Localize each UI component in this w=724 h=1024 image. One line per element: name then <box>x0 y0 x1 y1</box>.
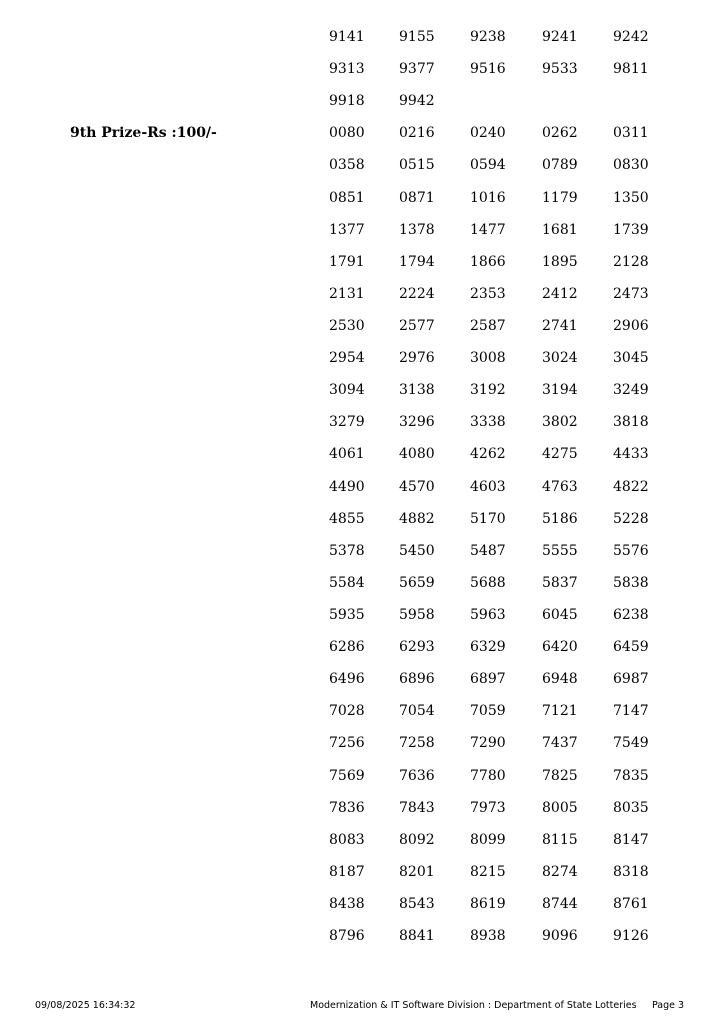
ticket-number: 3279 <box>329 414 365 431</box>
ticket-number: 8115 <box>542 831 578 848</box>
number-row <box>0 663 724 695</box>
ticket-number: 6238 <box>613 606 649 623</box>
ticket-number: 4882 <box>399 510 435 527</box>
ticket-number: 9377 <box>399 61 435 78</box>
ticket-number: 8092 <box>399 831 435 848</box>
ticket-number: 8099 <box>470 831 506 848</box>
prize-label: 9th Prize-Rs :100/- <box>70 125 217 142</box>
number-row <box>0 53 724 85</box>
ticket-number: 5963 <box>470 606 506 623</box>
number-row <box>0 214 724 246</box>
ticket-number: 7054 <box>399 703 435 720</box>
ticket-number: 2353 <box>470 285 506 302</box>
ticket-number: 2954 <box>329 350 365 367</box>
ticket-number: 6459 <box>613 639 649 656</box>
ticket-number: 5228 <box>613 510 649 527</box>
ticket-number: 6948 <box>542 671 578 688</box>
ticket-number: 4262 <box>470 446 506 463</box>
number-row <box>0 246 724 278</box>
ticket-number: 8619 <box>470 895 506 912</box>
ticket-number: 1179 <box>542 189 578 206</box>
ticket-number: 9155 <box>399 29 435 45</box>
number-row <box>0 310 724 342</box>
ticket-number: 1016 <box>470 189 506 206</box>
page-footer <box>0 998 724 1014</box>
ticket-number: 7121 <box>542 703 578 720</box>
footer-page-number: Page 3 <box>652 1000 685 1011</box>
ticket-number: 7780 <box>470 767 506 784</box>
ticket-number: 9141 <box>329 29 365 45</box>
number-row <box>0 920 724 952</box>
ticket-number: 3192 <box>470 382 506 399</box>
ticket-number: 0262 <box>542 125 578 142</box>
ticket-number: 2131 <box>329 285 365 302</box>
ticket-number: 4822 <box>613 478 649 495</box>
ticket-number: 6987 <box>613 671 649 688</box>
ticket-number: 1378 <box>399 221 435 238</box>
ticket-number: 2976 <box>399 350 435 367</box>
ticket-number: 2587 <box>470 317 506 334</box>
ticket-number: 2224 <box>399 285 435 302</box>
ticket-number: 8438 <box>329 895 365 912</box>
number-row <box>0 535 724 567</box>
number-row <box>0 760 724 792</box>
ticket-number: 6329 <box>470 639 506 656</box>
ticket-number: 7256 <box>329 735 365 752</box>
ticket-number: 6045 <box>542 606 578 623</box>
ticket-number: 9313 <box>329 61 365 78</box>
ticket-number: 1739 <box>613 221 649 238</box>
ticket-number: 2473 <box>613 285 649 302</box>
ticket-number: 2128 <box>613 253 649 270</box>
number-row <box>0 695 724 727</box>
ticket-number: 7825 <box>542 767 578 784</box>
ticket-number: 2530 <box>329 317 365 334</box>
ticket-number: 0594 <box>470 157 506 174</box>
ticket-number: 7843 <box>399 799 435 816</box>
ticket-number: 8543 <box>399 895 435 912</box>
ticket-number: 0216 <box>399 125 435 142</box>
ticket-number: 8215 <box>470 863 506 880</box>
ticket-number: 5186 <box>542 510 578 527</box>
ticket-number: 4855 <box>329 510 365 527</box>
ticket-number: 8201 <box>399 863 435 880</box>
ticket-number: 7835 <box>613 767 649 784</box>
ticket-number: 8744 <box>542 895 578 912</box>
ticket-number: 2741 <box>542 317 578 334</box>
prize-number-table <box>0 21 724 952</box>
ticket-number: 7636 <box>399 767 435 784</box>
ticket-number: 5576 <box>613 542 649 559</box>
footer-division: Modernization & IT Software Division : Department of State Lotteries <box>310 1000 637 1011</box>
ticket-number: 9811 <box>613 61 649 78</box>
ticket-number: 3194 <box>542 382 578 399</box>
ticket-number: 7569 <box>329 767 365 784</box>
number-row <box>0 727 724 759</box>
ticket-number: 8841 <box>399 928 435 945</box>
ticket-number: 9126 <box>613 928 649 945</box>
ticket-number: 8035 <box>613 799 649 816</box>
ticket-number: 0358 <box>329 157 365 174</box>
ticket-number: 5688 <box>470 574 506 591</box>
ticket-number: 1350 <box>613 189 649 206</box>
ticket-number: 1791 <box>329 253 365 270</box>
ticket-number: 9533 <box>542 61 578 78</box>
ticket-number: 9096 <box>542 928 578 945</box>
ticket-number: 0871 <box>399 189 435 206</box>
ticket-number: 4570 <box>399 478 435 495</box>
ticket-number: 0240 <box>470 125 506 142</box>
ticket-number: 7258 <box>399 735 435 752</box>
ticket-number: 6496 <box>329 671 365 688</box>
ticket-number: 2906 <box>613 317 649 334</box>
ticket-number: 4061 <box>329 446 365 463</box>
number-row <box>0 149 724 181</box>
ticket-number: 1477 <box>470 221 506 238</box>
ticket-number: 4490 <box>329 478 365 495</box>
number-row <box>0 21 724 53</box>
ticket-number: 8796 <box>329 928 365 945</box>
number-row <box>0 856 724 888</box>
ticket-number: 7549 <box>613 735 649 752</box>
ticket-number: 7028 <box>329 703 365 720</box>
ticket-number: 7147 <box>613 703 649 720</box>
ticket-number: 9242 <box>613 29 649 45</box>
ticket-number: 9238 <box>470 29 506 45</box>
ticket-number: 7059 <box>470 703 506 720</box>
ticket-number: 8083 <box>329 831 365 848</box>
number-row <box>0 406 724 438</box>
ticket-number: 0080 <box>329 125 365 142</box>
ticket-number: 5837 <box>542 574 578 591</box>
ticket-number: 2577 <box>399 317 435 334</box>
ticket-number: 0515 <box>399 157 435 174</box>
ticket-number: 6286 <box>329 639 365 656</box>
ticket-number: 3818 <box>613 414 649 431</box>
number-row <box>0 599 724 631</box>
footer-timestamp: 09/08/2025 16:34:32 <box>35 1000 136 1011</box>
ticket-number: 8938 <box>470 928 506 945</box>
ticket-number: 5170 <box>470 510 506 527</box>
ticket-number: 4763 <box>542 478 578 495</box>
ticket-number: 5958 <box>399 606 435 623</box>
ticket-number: 1377 <box>329 221 365 238</box>
number-row <box>0 567 724 599</box>
ticket-number: 5838 <box>613 574 649 591</box>
ticket-number: 8187 <box>329 863 365 880</box>
number-row <box>0 374 724 406</box>
ticket-number: 9516 <box>470 61 506 78</box>
ticket-number: 5555 <box>542 542 578 559</box>
ticket-number: 6897 <box>470 671 506 688</box>
ticket-number: 0851 <box>329 189 365 206</box>
ticket-number: 8274 <box>542 863 578 880</box>
ticket-number: 8318 <box>613 863 649 880</box>
number-row <box>0 631 724 663</box>
ticket-number: 0789 <box>542 157 578 174</box>
ticket-number: 9942 <box>399 93 435 110</box>
ticket-number: 6420 <box>542 639 578 656</box>
ticket-number: 1895 <box>542 253 578 270</box>
ticket-number: 8005 <box>542 799 578 816</box>
ticket-number: 3045 <box>613 350 649 367</box>
ticket-number: 3138 <box>399 382 435 399</box>
ticket-number: 4433 <box>613 446 649 463</box>
ticket-number: 5659 <box>399 574 435 591</box>
ticket-number: 3296 <box>399 414 435 431</box>
number-row <box>0 438 724 470</box>
number-row <box>0 278 724 310</box>
ticket-number: 3024 <box>542 350 578 367</box>
ticket-number: 5378 <box>329 542 365 559</box>
ticket-number: 2412 <box>542 285 578 302</box>
number-row <box>0 471 724 503</box>
ticket-number: 7836 <box>329 799 365 816</box>
ticket-number: 1681 <box>542 221 578 238</box>
ticket-number: 5487 <box>470 542 506 559</box>
ticket-number: 3094 <box>329 382 365 399</box>
ticket-number: 0830 <box>613 157 649 174</box>
ticket-number: 8147 <box>613 831 649 848</box>
ticket-number: 7290 <box>470 735 506 752</box>
ticket-number: 4603 <box>470 478 506 495</box>
ticket-number: 8761 <box>613 895 649 912</box>
number-row <box>0 824 724 856</box>
number-row <box>0 503 724 535</box>
number-row <box>0 117 724 149</box>
number-row <box>0 342 724 374</box>
ticket-number: 9918 <box>329 93 365 110</box>
ticket-number: 9241 <box>542 29 578 45</box>
number-row <box>0 85 724 117</box>
number-row <box>0 792 724 824</box>
ticket-number: 6293 <box>399 639 435 656</box>
ticket-number: 5450 <box>399 542 435 559</box>
ticket-number: 1794 <box>399 253 435 270</box>
ticket-number: 5584 <box>329 574 365 591</box>
ticket-number: 3249 <box>613 382 649 399</box>
ticket-number: 4275 <box>542 446 578 463</box>
ticket-number: 3802 <box>542 414 578 431</box>
ticket-number: 4080 <box>399 446 435 463</box>
ticket-number: 1866 <box>470 253 506 270</box>
ticket-number: 5935 <box>329 606 365 623</box>
ticket-number: 6896 <box>399 671 435 688</box>
number-row <box>0 888 724 920</box>
ticket-number: 7973 <box>470 799 506 816</box>
ticket-number: 7437 <box>542 735 578 752</box>
ticket-number: 3008 <box>470 350 506 367</box>
ticket-number: 3338 <box>470 414 506 431</box>
ticket-number: 0311 <box>613 125 649 142</box>
number-row <box>0 182 724 214</box>
